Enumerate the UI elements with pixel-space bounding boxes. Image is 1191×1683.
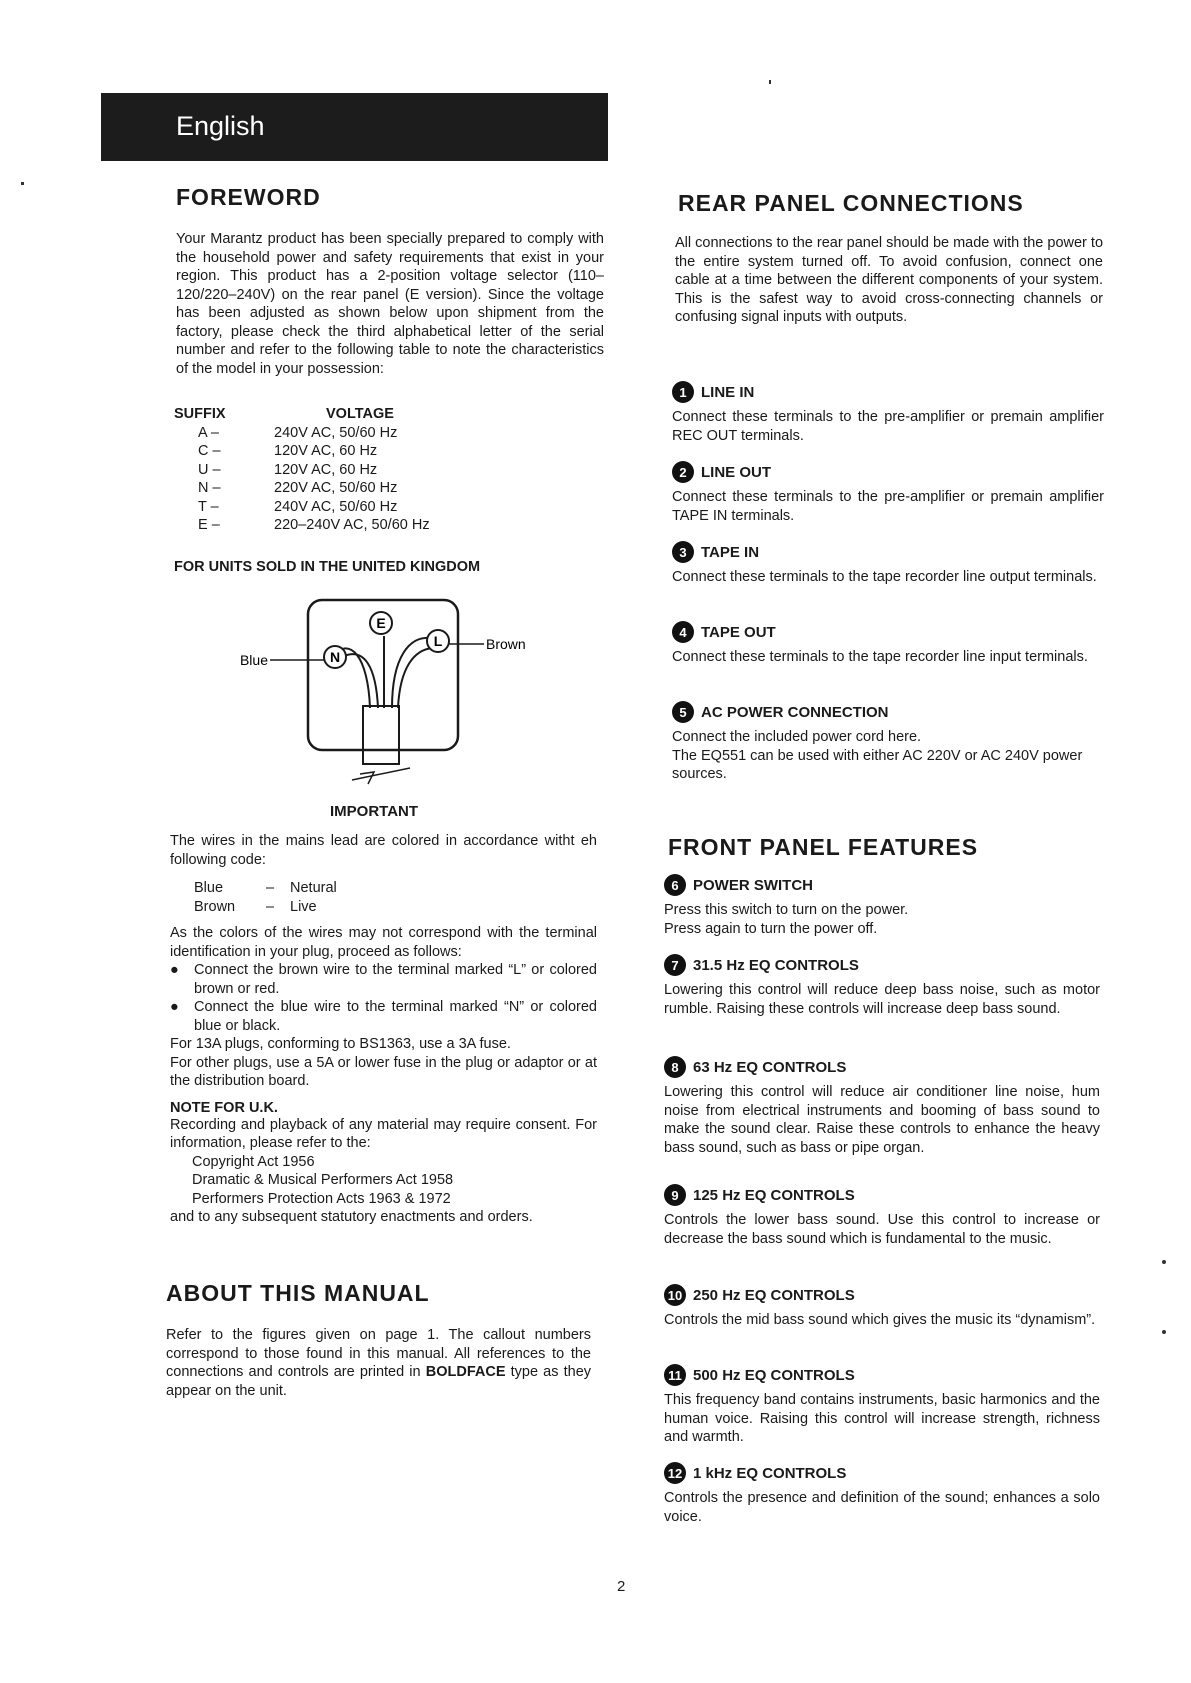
important-intro: The wires in the mains lead are colored in accordance witht eh following code: [170, 833, 597, 868]
control-title: 31.5 Hz EQ CONTROLS [693, 956, 859, 974]
control-title: AC POWER CONNECTION [701, 703, 889, 721]
plug-wiring-diagram [240, 596, 540, 796]
control-title: TAPE OUT [701, 623, 776, 641]
cable-break [352, 768, 410, 784]
control-text: Connect these terminals to the tape recorder line input terminals. [672, 649, 1088, 665]
callout-number: 6 [664, 874, 686, 896]
control-text: Connect these terminals to the pre-amplifier or premain amplifier TAPE IN terminals. [672, 489, 1104, 524]
language-label: English [176, 111, 265, 141]
list-item [672, 541, 1104, 621]
table-row: N – 220V AC, 50/60 Hz [198, 480, 398, 496]
control-title: LINE OUT [701, 463, 771, 481]
table-row: Brown – Live [194, 898, 317, 915]
control-text: Lowering this control will reduce air conditioner line noise, hum noise from electrical instruments and booming of bass sound to make the sound clear. Raise these controls to enhance the heavy bass sound, such as bass or pipe organ. [664, 1084, 1100, 1156]
list-item [664, 874, 1100, 954]
table-row: Blue – Netural [194, 880, 337, 896]
list-item [664, 1184, 1100, 1284]
page-number: 2 [617, 1578, 626, 1595]
list-item [672, 621, 1104, 701]
table-row: C – 120V AC, 60 Hz [198, 443, 378, 459]
list-item [664, 954, 1100, 1056]
control-title: 500 Hz EQ CONTROLS [693, 1366, 855, 1384]
callout-number: 9 [664, 1184, 686, 1206]
foreword-heading: FOREWORD [176, 184, 321, 210]
callout-number: 3 [672, 541, 694, 563]
control-title: 125 Hz EQ CONTROLS [693, 1186, 855, 1204]
front-control-list [664, 874, 1100, 1526]
live-wire [392, 638, 430, 708]
table-row: U – 120V AC, 60 Hz [198, 461, 378, 478]
callout-number: 4 [672, 621, 694, 643]
list-item [672, 701, 1104, 784]
act-item: Performers Protection Acts 1963 & 1972 [192, 1190, 451, 1207]
note-uk-heading: NOTE FOR U.K. [170, 1099, 278, 1116]
control-title: 63 Hz EQ CONTROLS [693, 1058, 847, 1076]
control-text: Controls the lower bass sound. Use this control to increase or decrease the bass sound which is fundamental to the music. [664, 1212, 1100, 1247]
front-heading: FRONT PANEL FEATURES [668, 834, 979, 860]
live-label: L [433, 633, 443, 649]
cable [363, 706, 399, 764]
control-text: Connect these terminals to the tape recorder line output terminals. [672, 569, 1097, 585]
fuse-note-1: For 13A plugs, conforming to BS1363, use a 3A fuse. [170, 1036, 511, 1052]
list-item [664, 1364, 1100, 1462]
control-title: 1 kHz EQ CONTROLS [693, 1464, 847, 1482]
uk-heading: FOR UNITS SOLD IN THE UNITED KINGDOM [174, 559, 481, 575]
callout-number: 12 [664, 1462, 686, 1484]
list-item [672, 461, 1104, 541]
wire-code-table [194, 879, 337, 916]
table-row: E – 220–240V AC, 50/60 Hz [198, 517, 430, 533]
list-item [664, 1284, 1100, 1364]
callout-number: 10 [664, 1284, 686, 1306]
control-title: 250 Hz EQ CONTROLS [693, 1286, 855, 1304]
scan-mark [1162, 1330, 1166, 1334]
callout-number: 11 [664, 1364, 686, 1386]
act-item: Dramatic & Musical Performers Act 1958 [192, 1172, 454, 1188]
control-text: Connect the included power cord here. The EQ551 can be used with either AC 220V or AC 240V power sources. [672, 729, 1083, 782]
scan-mark [1162, 1260, 1166, 1264]
table-row: A – 240V AC, 50/60 Hz [198, 424, 398, 441]
important-heading: IMPORTANT [330, 803, 419, 820]
voltage-header: VOLTAGE [326, 406, 394, 422]
about-heading: ABOUT THIS MANUAL [166, 1280, 430, 1306]
fuse-note-2: For other plugs, use a 5A or lower fuse in the plug or adaptor or at the distribution board. [170, 1054, 597, 1089]
control-title: POWER SWITCH [693, 876, 813, 894]
control-text: This frequency band contains instruments, basic harmonics and the human voice. Raising this control will increase strength, richness and warmth. [664, 1392, 1100, 1445]
control-title: TAPE IN [701, 543, 760, 561]
control-text: Connect these terminals to the pre-amplifier or premain amplifier REC OUT terminals. [672, 409, 1104, 444]
control-title: LINE IN [701, 383, 755, 401]
callout-number: 5 [672, 701, 694, 723]
voltage-table [174, 405, 430, 535]
rear-heading: REAR PANEL CONNECTIONS [678, 190, 1024, 216]
act-item: Copyright Act 1956 [192, 1153, 315, 1170]
callout-number: 7 [664, 954, 686, 976]
important-para: As the colors of the wires may not correspond with the terminal identification in your plug, proceed as follows: [170, 925, 597, 960]
list-item [664, 1056, 1100, 1184]
language-banner [101, 93, 608, 161]
control-text: Lowering this control will reduce deep bass noise, such as motor rumble. Raising these controls will increase deep bass sound. [664, 982, 1100, 1017]
callout-number: 2 [672, 461, 694, 483]
earth-label: E [376, 615, 386, 631]
table-row: T – 240V AC, 50/60 Hz [198, 498, 398, 515]
control-text: Controls the mid bass sound which gives the music its “dynamism”. [664, 1312, 1096, 1328]
callout-number: 1 [672, 381, 694, 403]
scan-mark [769, 80, 771, 84]
scan-mark [21, 182, 24, 185]
blue-label: Blue [240, 652, 268, 668]
note-uk-body: Recording and playback of any material may require consent. For information, please refer to the: [170, 1116, 597, 1151]
list-item: ● Connect the brown wire to the terminal marked “L” or colored brown or red. [170, 962, 597, 997]
suffix-header: SUFFIX [174, 406, 226, 422]
neutral-label: N [329, 649, 341, 665]
control-text: Controls the presence and definition of the sound; enhances a solo voice. [664, 1490, 1100, 1525]
about-body: Refer to the figures given on page 1. The callout numbers correspond to those found in this manual. All references to the connections and controls are printed in BOLDFACE type as they appear on the unit. [166, 1327, 592, 1399]
callout-number: 8 [664, 1056, 686, 1078]
brown-label: Brown [486, 636, 526, 652]
foreword-body: Your Marantz product has been specially prepared to comply with the household power and safety requirements that exist in your region. This product has a 2-position voltage selector (110–120/220–240V) on the rear panel (E version). Since the voltage has been adjusted as shown below upon shipment from the factory, please check the third alphabetical letter of the serial number and refer to the following table to note the characteristics of the model in your possession: [176, 231, 604, 377]
list-item: ● Connect the blue wire to the terminal marked “N” or colored blue or black. [170, 999, 597, 1034]
rear-control-list [672, 381, 1104, 784]
list-item [672, 381, 1104, 461]
rear-intro: All connections to the rear panel should be made with the power to the entire system turned off. To avoid confusion, connect one cable at a time between the different components of your system. This is the safest way to avoid cross-connecting channels or confusing signal inputs with outputs. [675, 235, 1104, 325]
note-uk-tail: and to any subsequent statutory enactments and orders. [170, 1209, 533, 1225]
control-text: Press this switch to turn on the power. Press again to turn the power off. [664, 902, 909, 937]
list-item [664, 1462, 1100, 1526]
